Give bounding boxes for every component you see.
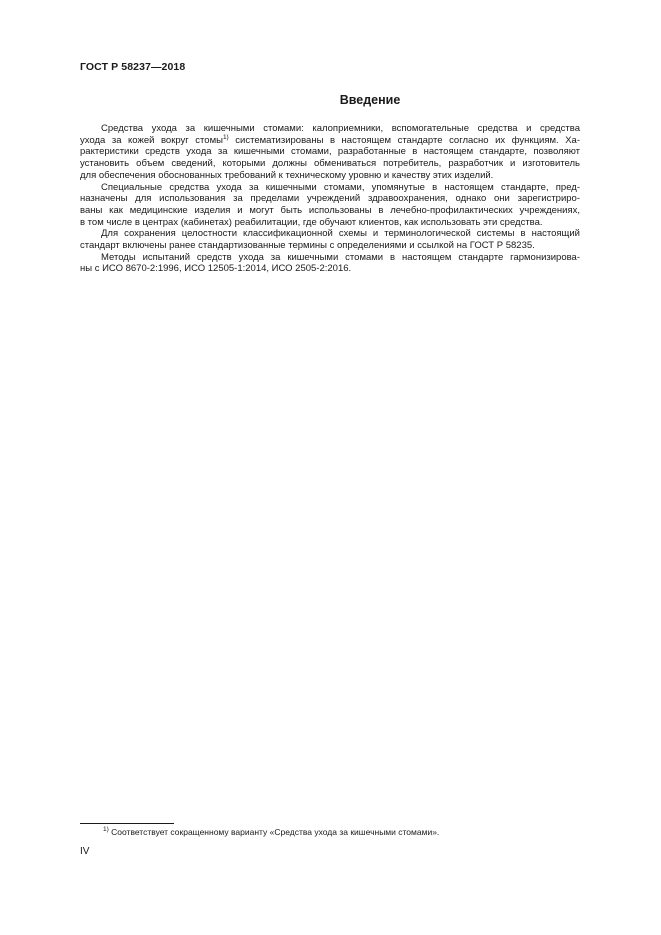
page-number: IV xyxy=(80,846,90,857)
text-line: ваны как медицинские изделия и могут быть использованы в лечебно-профилактических учреждениях, xyxy=(80,204,580,216)
paragraph-3 xyxy=(80,228,580,251)
footnote xyxy=(103,827,439,837)
text-line: Специальные средства ухода за кишечными стомами, упомянутые в настоящем стандарте, пред- xyxy=(101,181,580,193)
text-line: ухода за кожей вокруг стомы$^{1)}$ систематизированы в настоящем стандарте согласно их функциям. Ха- xyxy=(80,133,580,146)
text-line: установить объем сведений, которыми должны обмениваться потребитель, разработчик и изготовитель xyxy=(80,158,580,170)
text-line: Средства ухода за кишечными стомами: калоприемники, вспомогательные средства и средства xyxy=(101,123,580,134)
footnote-ref[interactable]: 1) xyxy=(222,133,229,141)
body-text xyxy=(80,123,580,275)
footnote-divider xyxy=(80,823,174,824)
section-title: Введение xyxy=(339,93,401,107)
paragraph-4 xyxy=(80,252,580,275)
text-line: Методы испытаний средств ухода за кишечными стомами в настоящем стандарте гармонизирова- xyxy=(101,251,580,263)
document-header: ГОСТ Р 58237—2018 xyxy=(80,61,186,73)
paragraph-2 xyxy=(80,182,580,229)
text-line: назначены для использования за пределами учреждений здравоохранения, однако они зарегистриро- xyxy=(80,193,580,205)
text-line: в том числе в центрах (кабинетах) реабилитации, где обучают клиентов, как использовать эти средства. xyxy=(80,216,543,228)
text-line: рактеристики средств ухода за кишечными стомами, разработанные в настоящем стандарте, позволяют xyxy=(80,146,580,158)
footnote-marker: 1) xyxy=(103,826,109,833)
text-line: для обеспечения обоснованных требований к техническому уровню и качеству этих изделий. xyxy=(80,169,494,181)
text-line: стандарт включены ранее стандартизованные термины с определениями и ссылкой на ГОСТ Р 58235. xyxy=(80,240,535,252)
paragraph-1 xyxy=(80,123,580,182)
text-line: ны с ИСО 8670-2:1996, ИСО 12505-1:2014, ИСО 2505-2:2016. xyxy=(80,263,352,275)
text-line: Для сохранения целостности классификационной схемы и терминологической системы в настоящий xyxy=(101,228,580,240)
footnote-text: Соответствует сокращенному варианту «Средства ухода за кишечными стомами». xyxy=(108,827,440,837)
